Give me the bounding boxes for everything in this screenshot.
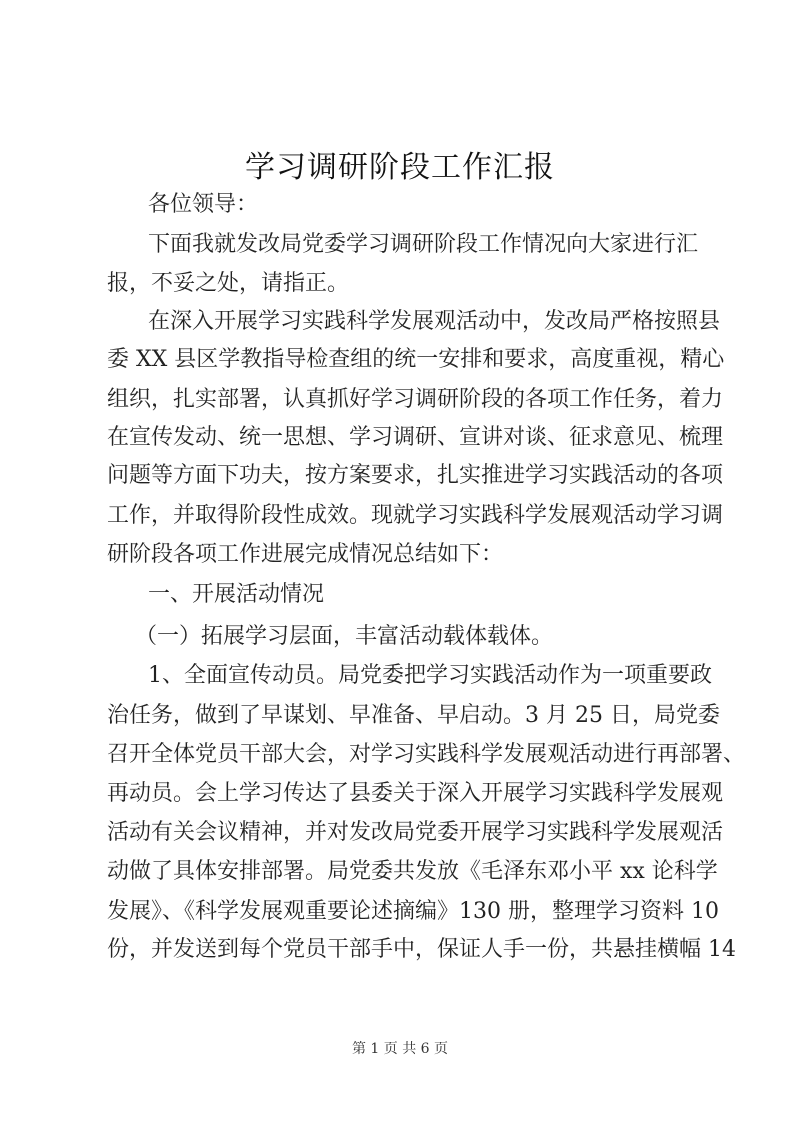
salutation: 各位领导： bbox=[148, 192, 259, 217]
paragraph-line: 发展》、《科学发展观重要论述摘编》130 册，整理学习资料 10 bbox=[107, 899, 719, 924]
page-number-footer: 第 1 页 共 6 页 bbox=[351, 1041, 449, 1057]
paragraph-line: 再动员。会上学习传达了县委关于深入开展学习实践科学发展观 bbox=[107, 781, 724, 806]
paragraph-line: 1、全面宣传动员。局党委把学习实践活动作为一项重要政 bbox=[148, 663, 712, 688]
paragraph-line: 活动有关会议精神，并对发改局党委开展学习实践科学发展观活 bbox=[107, 820, 724, 845]
paragraph-line: 治任务，做到了早谋划、早准备、早启动。3 月 25 日，局党委 bbox=[107, 703, 720, 728]
paragraph-line: 委 XX 县区学教指导检查组的统一安排和要求，高度重视，精心 bbox=[107, 347, 725, 372]
paragraph-line: 报，不妥之处，请指正。 bbox=[107, 271, 350, 296]
paragraph-line: 组织，扎实部署，认真抓好学习调研阶段的各项工作任务，着力 bbox=[107, 387, 724, 412]
paragraph-line: 问题等方面下功夫，按方案要求，扎实推进学习实践活动的各项 bbox=[107, 463, 724, 488]
paragraph-line: 动做了具体安排部署。局党委共发放《毛泽东邓小平 xx 论科学 bbox=[107, 859, 718, 884]
subsection-heading: （一）拓展学习层面，丰富活动载体载体。 bbox=[135, 624, 554, 649]
section-heading: 一、开展活动情况 bbox=[148, 582, 325, 607]
paragraph-line: 下面我就发改局党委学习调研阶段工作情况向大家进行汇 bbox=[148, 232, 699, 257]
paragraph-line: 在宣传发动、统一思想、学习调研、宣讲对谈、征求意见、梳理 bbox=[107, 425, 724, 450]
paragraph-line: 工作，并取得阶段性成效。现就学习实践科学发展观活动学习调 bbox=[107, 503, 724, 528]
paragraph-line: 份，并发送到每个党员干部手中，保证人手一份，共悬挂横幅 14 bbox=[107, 937, 736, 962]
paragraph-line: 研阶段各项工作进展完成情况总结如下： bbox=[107, 542, 504, 567]
paragraph-line: 在深入开展学习实践科学发展观活动中，发改局严格按照县 bbox=[148, 309, 721, 334]
document-title: 学习调研阶段工作汇报 bbox=[245, 150, 555, 185]
paragraph-line: 召开全体党员干部大会，对学习实践科学发展观活动进行再部署、 bbox=[107, 742, 746, 767]
